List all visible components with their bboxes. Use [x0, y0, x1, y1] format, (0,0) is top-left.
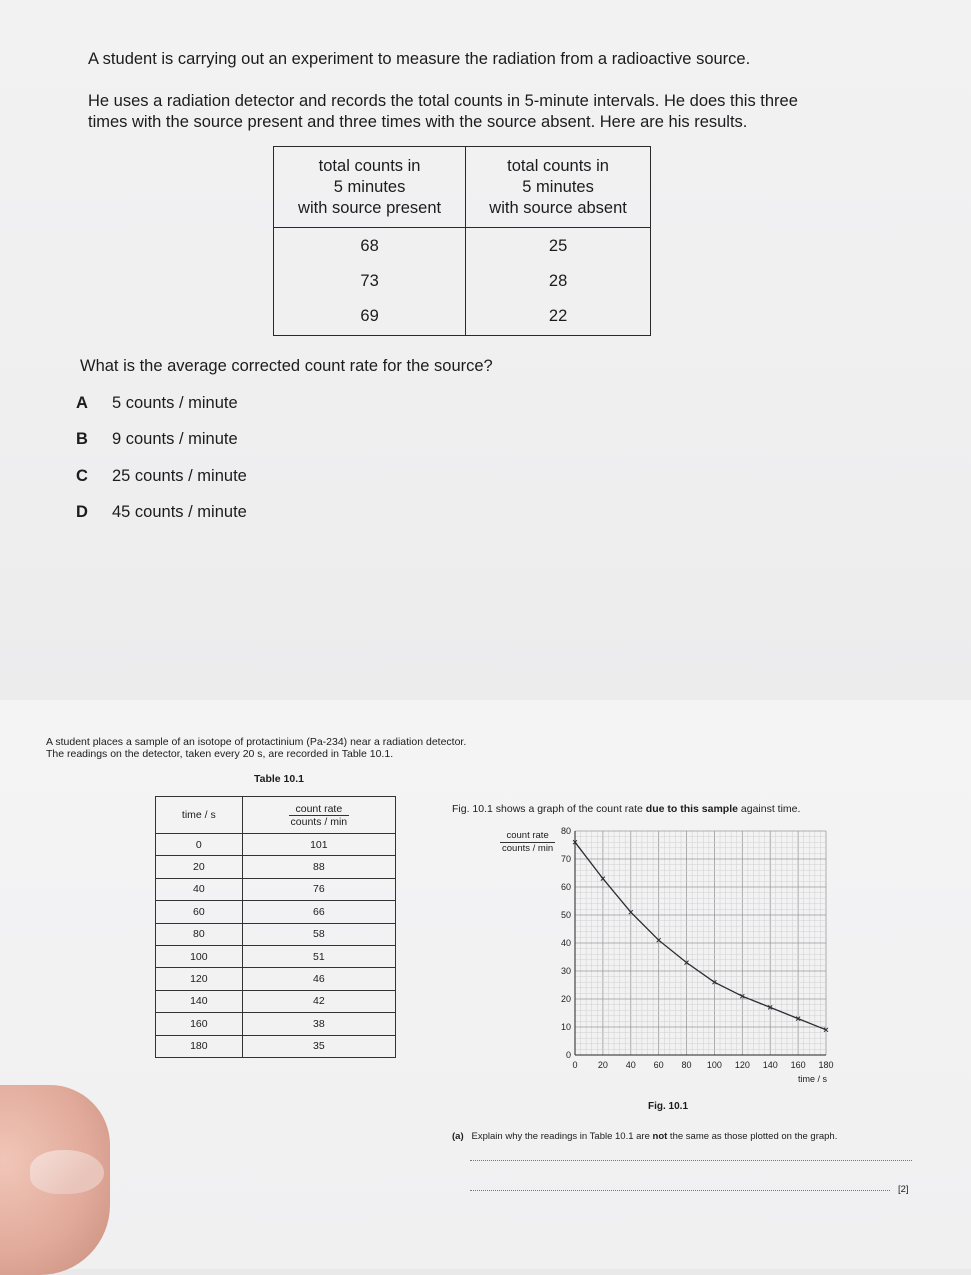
x-tick-label: 180	[818, 1060, 834, 1070]
rate-column-header: $\frac{\text{count rate}}{\text{counts / min}}$	[242, 797, 395, 834]
table-title: Table 10.1	[254, 773, 304, 785]
x-tick-label: 0	[572, 1060, 578, 1070]
answer-line-2[interactable]	[470, 1190, 890, 1191]
y-tick-label: 30	[560, 966, 571, 976]
fingernail	[30, 1150, 104, 1194]
y-tick-label: 50	[560, 910, 571, 920]
option-text: 45 counts / minute	[112, 503, 247, 521]
time-column-header: time / s	[156, 797, 243, 834]
marks-label: [2]	[898, 1184, 909, 1195]
table-row: 0 101	[156, 834, 396, 856]
option-letter: A	[76, 394, 88, 412]
table-row: 100 51	[156, 945, 396, 967]
y-tick-label: 10	[560, 1022, 571, 1032]
q2-intro-line-1: A student places a sample of an isotope of protactinium (Pa-234) near a radiation detector.	[46, 736, 467, 748]
option-letter: B	[76, 430, 88, 448]
q1-intro-text: A student is carrying out an experiment to measure the radiation from a radioactive source.	[88, 50, 751, 68]
table-row: 180 35	[156, 1035, 396, 1057]
x-tick-label: 60	[653, 1060, 664, 1070]
y-tick-label: 0	[565, 1050, 571, 1060]
option-letter: C	[76, 467, 88, 485]
option-text: 9 counts / minute	[112, 430, 238, 448]
x-tick-label: 160	[790, 1060, 806, 1070]
y-tick-label: 70	[560, 854, 571, 864]
x-tick-label: 120	[734, 1060, 750, 1070]
option-letter: D	[76, 503, 88, 521]
x-tick-label: 20	[597, 1060, 608, 1070]
table-row: 120 46	[156, 968, 396, 990]
x-tick-label: 100	[706, 1060, 722, 1070]
figure-caption: Fig. 10.1	[648, 1101, 689, 1112]
y-tick-label: 60	[560, 882, 571, 892]
figure-intro-text: Fig. 10.1 shows a graph of the count rate due to this sample against time.	[452, 803, 801, 815]
y-tick-label: 40	[560, 938, 571, 948]
q1-method-line-1: He uses a radiation detector and records the total counts in 5-minute intervals. He does this three	[88, 92, 798, 110]
q1-question-text: What is the average corrected count rate for the source?	[80, 357, 493, 375]
q2-intro-line-2: The readings on the detector, taken every 20 s, are recorded in Table 10.1.	[46, 748, 394, 760]
x-axis-label: time / s	[798, 1074, 828, 1084]
absent-values-cell: 25 28 22	[466, 228, 651, 336]
table-row: 40 76	[156, 878, 396, 900]
option-text: 25 counts / minute	[112, 467, 247, 485]
y-tick-label: 80	[560, 826, 571, 836]
option-text: 5 counts / minute	[112, 394, 238, 412]
y-tick-label: 20	[560, 994, 571, 1004]
part-a-question: (a) Explain why the readings in Table 10.1 are not the same as those plotted on the graph.	[452, 1131, 838, 1142]
table-row: 140 42	[156, 990, 396, 1012]
x-tick-label: 40	[625, 1060, 636, 1070]
header-source-absent: total counts in 5 minutes with source absent	[466, 147, 651, 228]
y-axis-label: $\frac{\text{count rate}}{\text{counts / min}}$	[502, 830, 554, 854]
table-row: 20 88	[156, 856, 396, 878]
q1-method-line-2: times with the source present and three times with the source absent. Here are his results.	[88, 113, 748, 131]
x-tick-label: 80	[681, 1060, 692, 1070]
x-tick-label: 140	[762, 1060, 778, 1070]
table-row: 160 38	[156, 1013, 396, 1035]
table-row: 80 58	[156, 923, 396, 945]
answer-line-1[interactable]	[470, 1160, 912, 1161]
table-row: 60 66	[156, 901, 396, 923]
header-source-present: total counts in 5 minutes with source present	[274, 147, 466, 228]
present-values-cell: 68 73 69	[274, 228, 466, 336]
